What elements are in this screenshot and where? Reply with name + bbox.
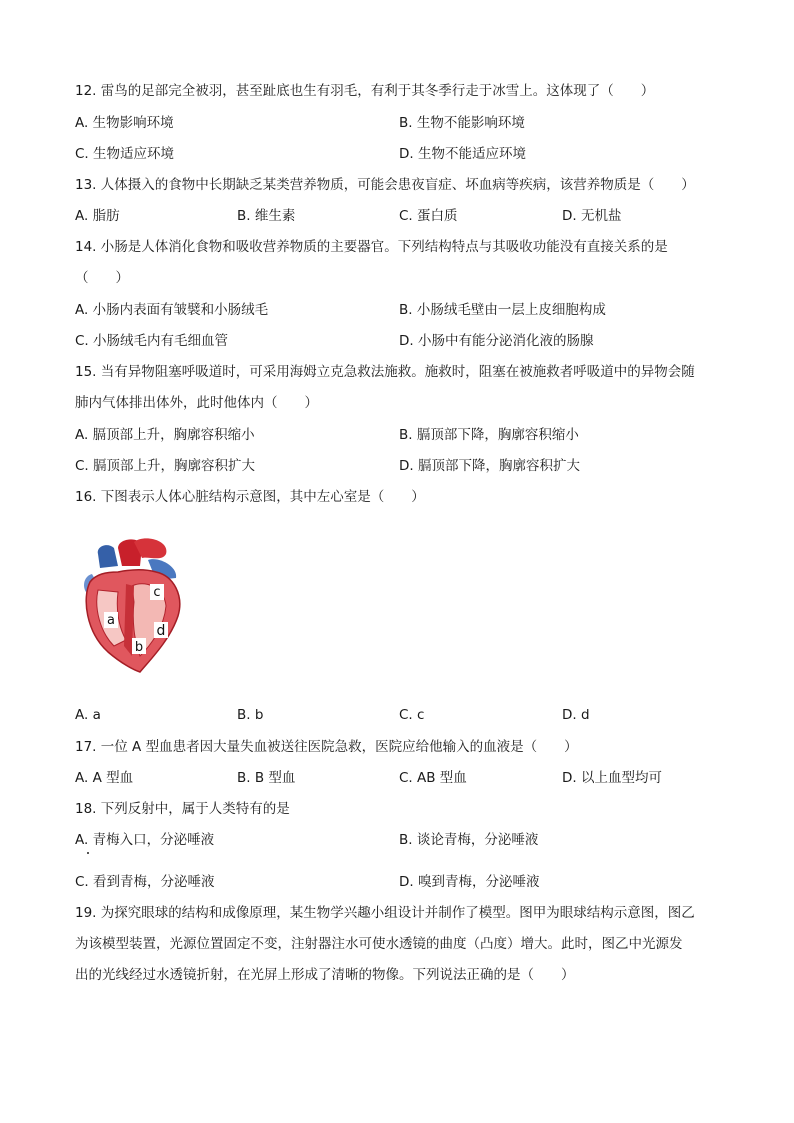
question-13-stem: 13. 人体摄入的食物中长期缺乏某类营养物质，可能会患夜盲症、坏血病等疾病，该营养物质是（ ） [75, 177, 695, 193]
q13-option-d[interactable]: D. 无机盐 [562, 208, 622, 224]
q16-option-a[interactable]: A. a [75, 707, 101, 723]
q18-option-a[interactable]: A. 青梅入口，分泌唾液 [75, 832, 215, 848]
q12-option-a[interactable]: A. 生物影响环境 [75, 115, 174, 131]
q15-option-d[interactable]: D. 膈顶部下降，胸廓容积扩大 [399, 458, 580, 474]
q18-option-c[interactable]: C. 看到青梅，分泌唾液 [75, 874, 215, 890]
label-a: a [107, 613, 115, 628]
label-b: b [134, 640, 144, 655]
q14-option-b[interactable]: B. 小肠绒毛壁由一层上皮细胞构成 [399, 302, 606, 318]
question-17-stem: 17. 一位 A 型血患者因大量失血被送往医院急救，医院应给他输入的血液是（ ） [75, 739, 578, 755]
q15-option-b[interactable]: B. 膈顶部下降，胸廓容积缩小 [399, 427, 579, 443]
question-14-stem-line2: （ ） [75, 270, 129, 286]
question-18-stem: 18. 下列反射中，属于人类特有的是 [75, 801, 290, 817]
heart-diagram [78, 536, 188, 674]
label-d: d [156, 623, 166, 639]
q17-option-d[interactable]: D. 以上血型均可 [562, 770, 662, 786]
q12-option-b[interactable]: B. 生物不能影响环境 [399, 115, 525, 131]
q16-option-c[interactable]: C. c [399, 707, 425, 723]
q14-option-a[interactable]: A. 小肠内表面有皱襞和小肠绒毛 [75, 302, 269, 318]
q13-option-a[interactable]: A. 脂肪 [75, 208, 120, 224]
q13-option-c[interactable]: C. 蛋白质 [399, 208, 458, 224]
q15-option-c[interactable]: C. 膈顶部上升，胸廓容积扩大 [75, 458, 256, 474]
question-19-stem-line3: 出的光线经过水透镜折射，在光屏上形成了清晰的物像。下列说法正确的是（ ） [75, 967, 575, 983]
question-14-stem-line1: 14. 小肠是人体消化食物和吸收营养物质的主要器官。下列结构特点与其吸收功能没有直接关系的是 [75, 239, 668, 255]
q18-option-b[interactable]: B. 谈论青梅，分泌唾液 [399, 832, 539, 848]
q17-option-b[interactable]: B. B 型血 [237, 770, 296, 786]
question-16-stem: 16. 下图表示人体心脏结构示意图，其中左心室是（ ） [75, 489, 425, 505]
q17-option-a[interactable]: A. A 型血 [75, 770, 134, 786]
q15-option-a[interactable]: A. 膈顶部上升，胸廓容积缩小 [75, 427, 255, 443]
q17-option-c[interactable]: C. AB 型血 [399, 770, 467, 786]
question-12-stem: 12. 雷鸟的足部完全被羽，甚至趾底也生有羽毛，有利于其冬季行走于冰雪上。这体现了（ ） [75, 83, 655, 99]
label-c: c [153, 585, 161, 600]
q12-option-d[interactable]: D. 生物不能适应环境 [399, 146, 526, 162]
question-19-stem-line1: 19. 为探究眼球的结构和成像原理，某生物学兴趣小组设计并制作了模型。图甲为眼球结构示意图，图乙 [75, 905, 695, 921]
q13-option-b[interactable]: B. 维生素 [237, 208, 296, 224]
question-15-stem-line2: 肺内气体排出体外，此时他体内（ ） [75, 395, 318, 411]
q16-option-d[interactable]: D. d [562, 707, 590, 723]
q18-option-d[interactable]: D. 嗅到青梅，分泌唾液 [399, 874, 540, 890]
vena-cava-shape [98, 545, 118, 568]
q14-option-d[interactable]: D. 小肠中有能分泌消化液的肠腺 [399, 333, 594, 349]
stray-dot [87, 852, 89, 854]
q12-option-c[interactable]: C. 生物适应环境 [75, 146, 175, 162]
question-15-stem-line1: 15. 当有异物阻塞呼吸道时，可采用海姆立克急救法施救。施救时，阻塞在被施救者呼吸道中的异物会随 [75, 364, 695, 380]
q14-option-c[interactable]: C. 小肠绒毛内有毛细血管 [75, 333, 229, 349]
q16-option-b[interactable]: B. b [237, 707, 264, 723]
question-19-stem-line2: 为该模型装置，光源位置固定不变，注射器注水可使水透镜的曲度（凸度）增大。此时，图乙中光源发 [75, 936, 683, 952]
